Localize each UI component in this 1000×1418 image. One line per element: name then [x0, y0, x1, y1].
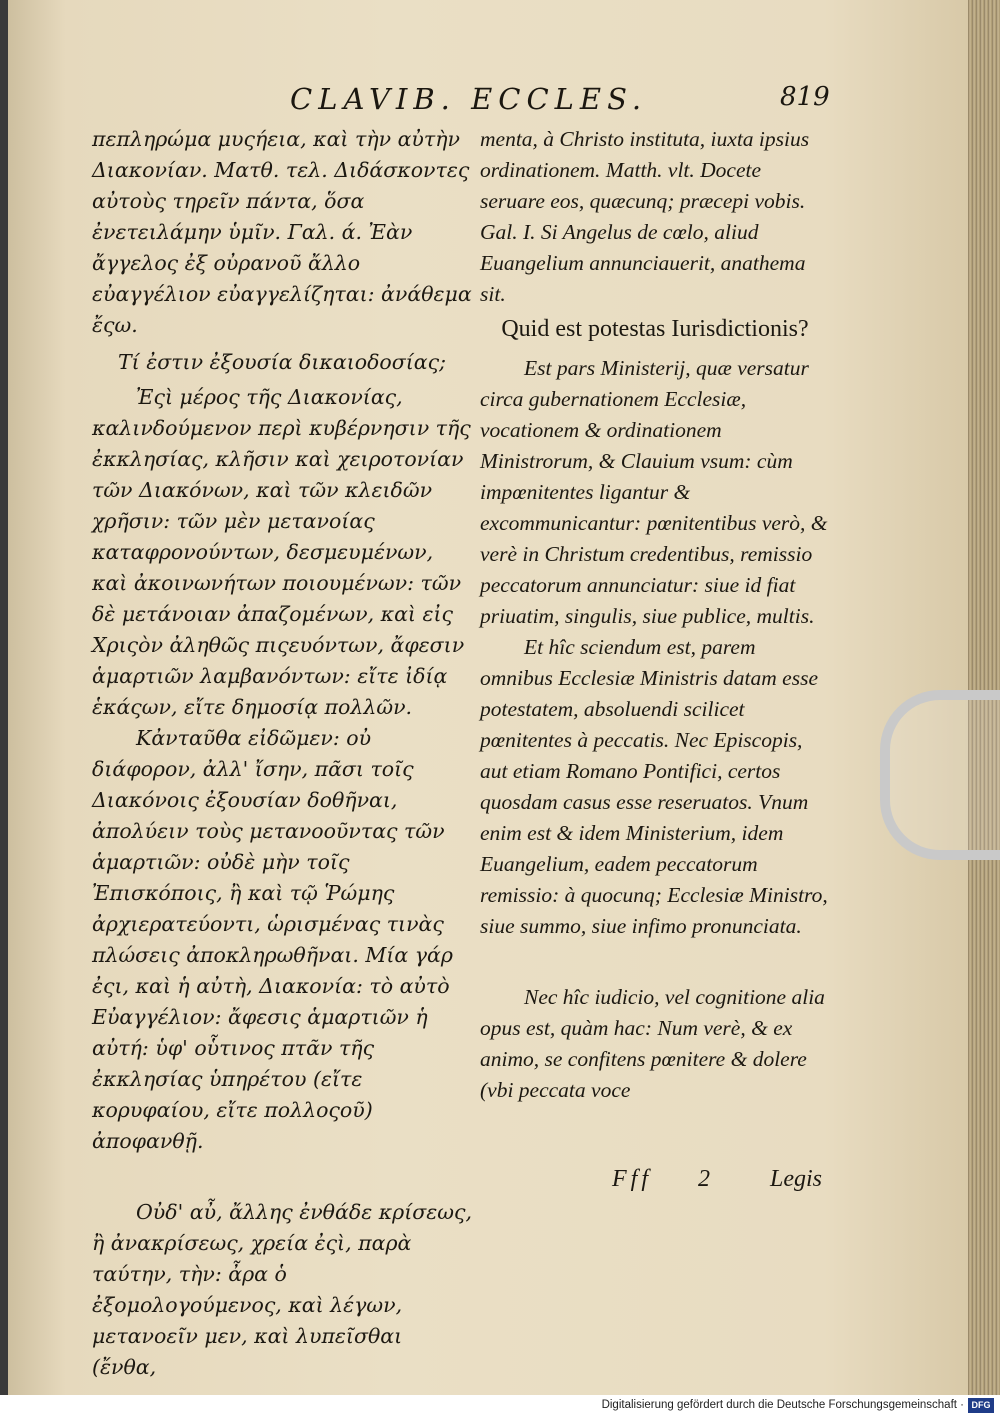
catchword: Legis	[770, 1166, 823, 1192]
funding-credit: Digitalisierung gefördert durch die Deutsche Forschungsgemeinschaft ·	[601, 1399, 964, 1411]
greek-heading: Τί ἐστιν ἐξουσία δικαιοδοσίας;	[117, 350, 447, 374]
latin-paragraph-2: Est pars Ministerij, quæ versatur circa gubernationem Ecclesiæ, vocationem & ordinationem Ministrorum, & Clauium vsum: cùm impœnitentes ligantur & excommunicantur: pœnitentibus verò, & verè in Christum credentibus, remissio peccatorum annunciatur: siue id fiat priuatim, singulis, siue publice, multis.	[480, 356, 828, 628]
greek-paragraph-1: πεπληρώμα μυςήεια, καὶ τὴν αὐτὴν Διακονίαν. Ματθ. τελ. Διδάσκοντες αὐτοὺς τηρεῖν πάντα, ὅσα ἐνετειλάμην ὑμῖν. Γαλ. ά. Ἐὰν ἄγγελος ἐξ οὐρανοῦ ἄλλο εὐαγγέλιον εὐαγγελίζηται: ἀνάθεμα ἔςω.	[92, 127, 472, 337]
signature-number: 2	[698, 1166, 710, 1192]
greek-paragraph-3: Κἀνταῦθα εἰδῶμεν: οὐ διάφορον, ἀλλ' ἴσην, πᾶσι τοῖς Διακόνοις ἐξουσίαν δοθῆναι, ἀπολύειν τοὺς μετανοοῦντας τῶν ἁμαρτιῶν: οὐδὲ μὴν τοῖς Ἐπισκόποις, ἢ καὶ τῷ Ῥώμης ἀρχιερατεύοντι, ὡρισμένας τινὰς πλώσεις ἀποκληρωθῆναι. Μία γάρ ἐςι, καὶ ἡ αὐτὴ, Διακονία: τὸ αὐτὸ Εὐαγγέλιον: ἄφεσις ἁμαρτιῶν ἡ αὐτή: ὑφ' οὗτινος πτᾶν τῆς ἐκκλησίας ὑπηρέτου (εἴτε κορυφαίου, εἴτε πολλοςοῦ) ἀποφανθῇ.	[92, 726, 453, 1153]
paper-clip	[880, 690, 1000, 860]
book-page	[8, 0, 968, 1395]
latin-paragraph-1: menta, à Christo instituta, iuxta ipsius ordinationem. Matth. vlt. Docete seruare eos, quæcunq; præcepi vobis. Gal. I. Si Angelus de cœlo, aliud Euangelium annunciauerit, anathema sit.	[480, 127, 810, 306]
greek-column	[92, 124, 472, 1383]
greek-paragraph-2: Ἐςὶ μέρος τῆς Διακονίας, καλινδούμενον περὶ κυβέρνησιν τῆς ἐκκλησίας, κλῆσιν καὶ χειροτονίαν τῶν Διακόνων, καὶ τῶν κλειδῶν χρῆσιν: τῶν μὲν μετανοίας καταφρονούντων, δεσμευμένων, καὶ ἀκοινωνήτων ποιουμένων: τῶν δὲ μετάνοιαν ἀπαζομένων, καὶ εἰς Χριςὸν ἀληθῶς πιςευόντων, ἄφεσιν ἁμαρτιῶν λαμβανόντων: εἴτε ἰδίᾳ ἑκάςων, εἴτε δημοσίᾳ πολλῶν.	[92, 385, 471, 719]
page-number: 819	[780, 82, 830, 112]
page-header	[8, 82, 968, 122]
signature-mark: Fff	[612, 1166, 652, 1192]
latin-column	[480, 124, 830, 1106]
footer-bar	[0, 1395, 1000, 1418]
running-head: CLAVIB. ECCLES.	[290, 82, 648, 116]
latin-paragraph-4: Nec hîc iudicio, vel cognitione alia opus est, quàm hac: Num verè, & ex animo, se confitens pœnitere & dolere (vbi peccata voce	[480, 985, 825, 1102]
latin-heading: Quid est potestas Iurisdictionis?	[501, 316, 809, 342]
greek-paragraph-4: Οὐδ' αὖ, ἄλλης ἐνθάδε κρίσεως, ἢ ἀνακρίσεως, χρεία ἐςὶ, παρὰ ταύτην, τὴν: ἆρα ὁ ἐξομολογούμενος, καὶ λέγων, μετανοεῖν μεν, καὶ λυπεῖσθαι (ἔνθα,	[92, 1200, 472, 1379]
dfg-logo: DFG	[968, 1398, 994, 1413]
latin-paragraph-3: Et hîc sciendum est, parem omnibus Ecclesiæ Ministris datam esse potestatem, absoluendi scilicet pœnitentes à peccatis. Nec Episcopis, aut etiam Romano Pontifici, certos quosdam casus esse reseruatos. Vnum enim est & idem Ministerium, idem Euangelium, eadem peccatorum remissio: à quocunq; Ecclesiæ Ministro, siue summo, siue infimo pronunciata.	[480, 635, 828, 938]
